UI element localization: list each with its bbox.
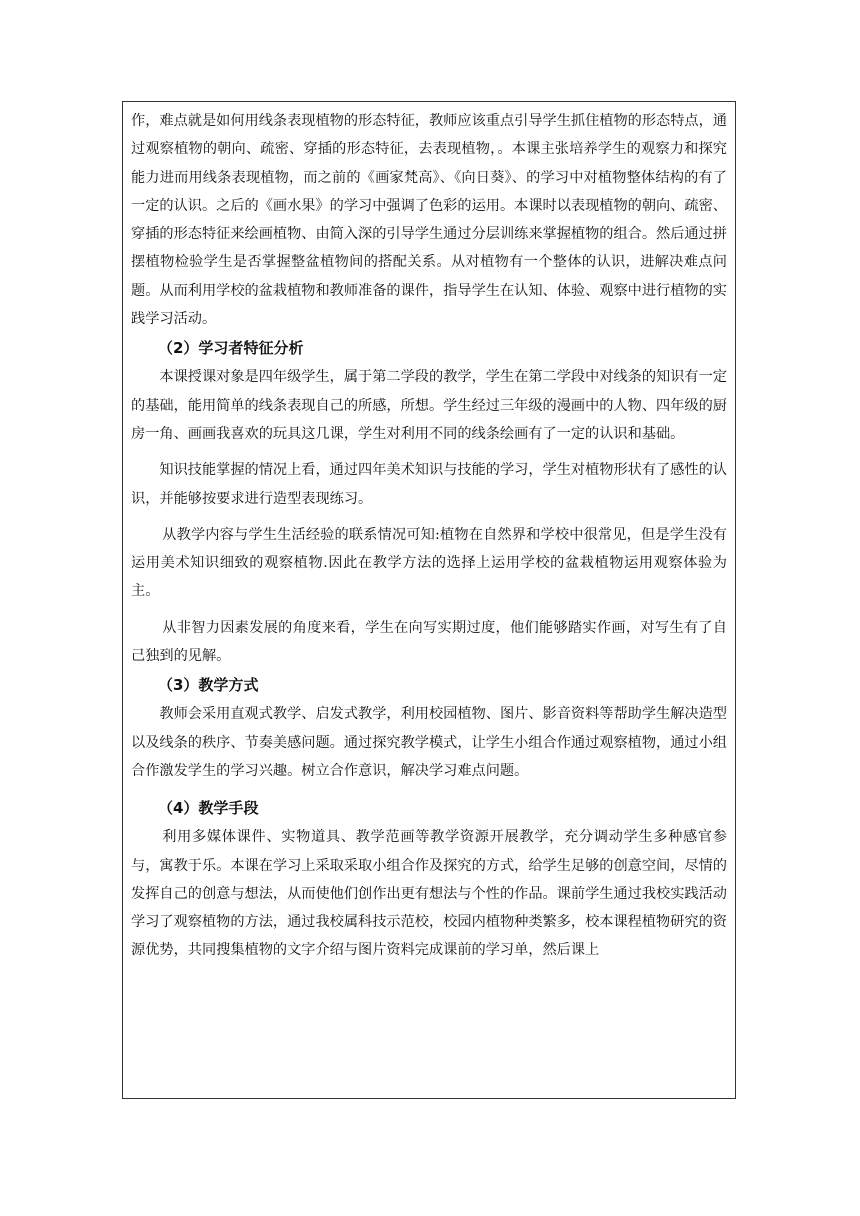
learner-paragraph-1: 本课授课对象是四年级学生，属于第二学段的教学，学生在第二学段中对线条的知识有一定的基础，能用简单的线条表现自己的所感，所想。学生经过三年级的漫画中的人物、四年级的厨房一角、画画我喜欢的玩具这几课，学生对利用不同的线条绘画有了一定的认识和基础。: [131, 369, 727, 442]
content-table-cell: [122, 101, 736, 1099]
learner-paragraph-3: 从教学内容与学生生活经验的联系情况可知:植物在自然界和学校中很常见，但是学生没有运用美术知识细致的观察植物.因此在教学方法的选择上运用学校的盆栽植物运用观察体验为主。: [131, 526, 727, 600]
teaching-means-paragraph: 利用多媒体课件、实物道具、教学范画等教学资源开展教学，充分调动学生多种感官参与，寓教于乐。本课在学习上采取采取小组合作及探究的方式，给学生足够的创意空间，尽情的发挥自己的创意与想法，从而使他们创作出更有想法与个性的作品。课前学生通过我校实践活动学习了观察植物的方法，通过我校属科技示范校，校园内植物种类繁多，校本课程植物研究的资源优势，共同搜集植物的文字介绍与图片资料完成课前的学习单，然后课上: [131, 829, 727, 959]
teaching-method-heading: （3）教学方式: [158, 676, 259, 695]
teaching-means-heading: （4）教学手段: [158, 799, 259, 818]
teaching-method-paragraph: 教师会采用直观式教学、启发式教学，利用校园植物、图片、影音资料等帮助学生解决造型以及线条的秩序、节奏美感问题。通过探究教学模式，让学生小组合作通过观察植物，通过小组合作激发学生的学习兴趣。树立合作意识，解决学习难点问题。: [131, 706, 727, 779]
learner-analysis-heading: （2）学习者特征分析: [158, 339, 304, 358]
intro-paragraph: 作，难点就是如何用线条表现植物的形态特征，教师应该重点引导学生抓住植物的形态特点，通过观察植物的朝向、疏密、穿插的形态特征，去表现植物，。本课主张培养学生的观察力和探究能力进而用线条表现植物，而之前的《画家梵高》、《向日葵》、的学习中对植物整体结构的有了一定的认识。之后的《画水果》的学习中强调了色彩的运用。本课时以表现植物的朝向、疏密、穿插的形态特征来绘画植物、由简入深的引导学生通过分层训练来掌握植物的组合。然后通过拼摆植物检验学生是否掌握整盆植物间的搭配关系。从对植物有一个整体的认识，进解决难点问题。从而利用学校的盆栽植物和教师准备的课件，指导学生在认知、体验、观察中进行植物的实践学习活动。: [131, 113, 727, 328]
learner-paragraph-4: 从非智力因素发展的角度来看，学生在向写实期过度，他们能够踏实作画，对写生有了自己独到的见解。: [131, 619, 727, 665]
learner-paragraph-2: 知识技能掌握的情况上看，通过四年美术知识与技能的学习，学生对植物形状有了感性的认识，并能够按要求进行造型表现练习。: [131, 462, 727, 507]
document-body: [131, 107, 727, 965]
